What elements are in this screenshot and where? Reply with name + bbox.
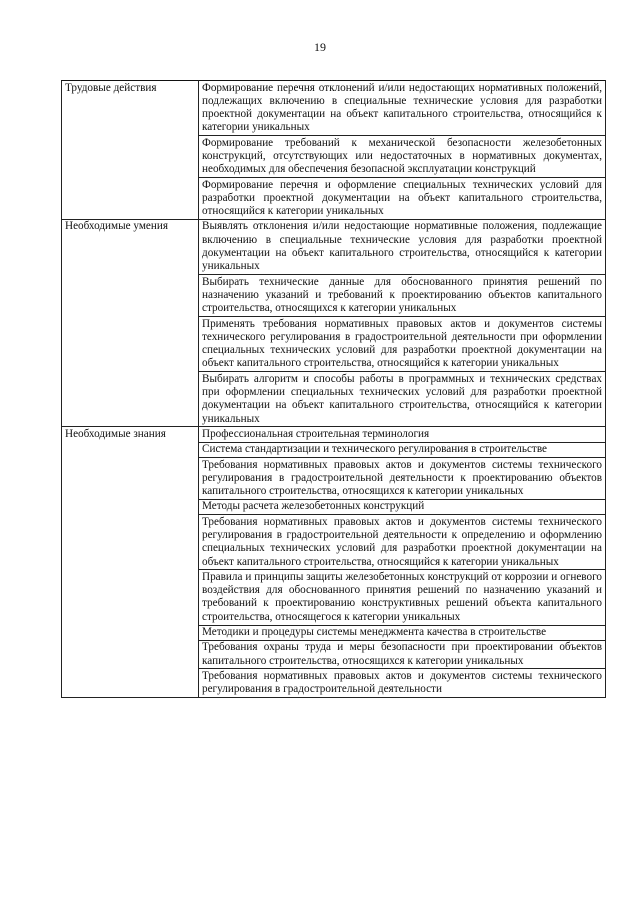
section-label-required-knowledge: Необходимые знания <box>62 427 199 698</box>
section-label-required-skills: Необходимые умения <box>62 219 199 426</box>
table-cell: Выбирать технические данные для обоснованного принятия решений по назначению указаний и требований к проектированию объектов капитального строительства, относящихся к категории уникальных <box>199 275 606 317</box>
section-label-labor-actions: Трудовые действия <box>62 81 199 220</box>
table-cell: Формирование требований к механической безопасности железобетонных конструкций, отсутствующих или недостаточных в нормативных документах, необходимых для обеспечения безопасной эксплуатации конструкций <box>199 136 606 178</box>
table-cell: Требования нормативных правовых актов и документов системы технического регулирования в градостроительной деятельности <box>199 669 606 698</box>
table-cell: Формирование перечня отклонений и/или недостающих нормативных положений, подлежащих включению в специальные технические условия для разработки проектной документации на объект капитального строительства, относящийся к категории уникальных <box>199 81 606 136</box>
table-cell: Система стандартизации и технического регулирования в строительстве <box>199 442 606 457</box>
competency-table <box>61 80 606 698</box>
table-cell: Формирование перечня и оформление специальных технических условий для разработки проектной документации на объект капитального строительства, относящийся к категории уникальных <box>199 178 606 220</box>
table-row <box>62 427 606 442</box>
table-cell: Выбирать алгоритм и способы работы в программных и технических средствах при оформлении специальных технических условий для разработки проектной документации на объект капитального строительства, относящийся к категории уникальных <box>199 372 606 427</box>
table-cell: Требования охраны труда и меры безопасности при проектировании объектов капитального строительства, относящихся к категории уникальных <box>199 640 606 669</box>
page-number: 19 <box>314 40 326 54</box>
table-cell: Требования нормативных правовых актов и документов системы технического регулирования в градостроительной деятельности к определению и оформлению специальных технических условий для разработки проектной документации на объект капитального строительства, относящийся к категории уникальных <box>199 515 606 570</box>
table-cell: Методики и процедуры системы менеджмента качества в строительстве <box>199 625 606 640</box>
table-cell: Правила и принципы защиты железобетонных конструкций от коррозии и огневого воздействия для обоснованного принятия решений по назначению указаний и требований к проектированию конструктивных решений объекта капитального строительства, относящегося к категории уникальных <box>199 570 606 625</box>
table-cell: Профессиональная строительная терминология <box>199 427 606 442</box>
table-cell: Выявлять отклонения и/или недостающие нормативные положения, подлежащие включению в специальные технические условия для разработки проектной документации на объект капитального строительства, относящийся к категории уникальных <box>199 219 606 274</box>
table-row <box>62 219 606 274</box>
table-cell: Применять требования нормативных правовых актов и документов системы технического регулирования в градостроительной деятельности при оформлении специальных технических условий для разработки проектной документации на объект капитального строительства, относящийся к категории уникальных <box>199 317 606 372</box>
table-cell: Методы расчета железобетонных конструкций <box>199 499 606 514</box>
table-cell: Требования нормативных правовых актов и документов системы технического регулирования в градостроительной деятельности к проектированию объектов капитального строительства, относящихся к категории уникальных <box>199 458 606 500</box>
table-row <box>62 81 606 136</box>
